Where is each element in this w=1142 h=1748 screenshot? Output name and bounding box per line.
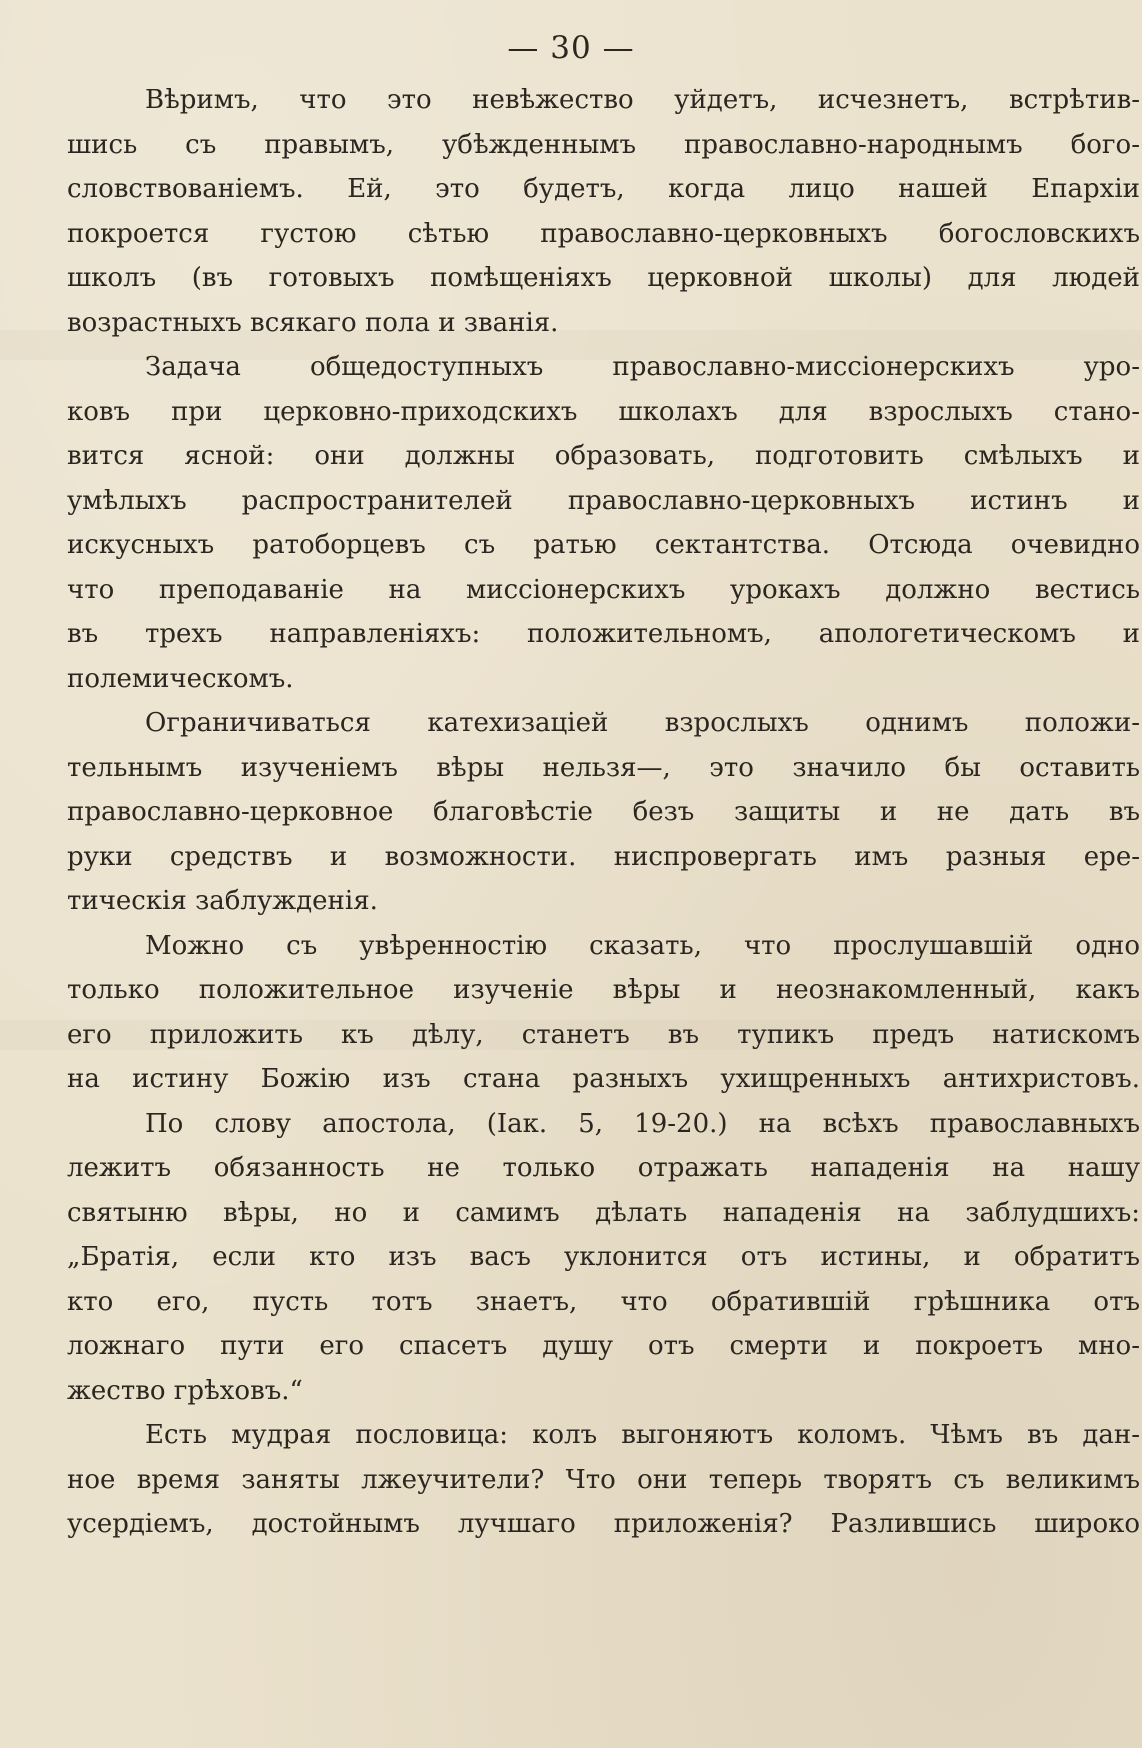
text-line: кто его, пусть тотъ знаетъ, что обратившій грѣшника отъ [67,1286,1140,1317]
page-number: — 30 — [507,30,635,66]
text-line: ное время заняты лжеучители? Что они теперь творятъ съ великимъ [67,1464,1140,1495]
text-line: шись съ правымъ, убѣжденнымъ православно-народнымъ бого- [67,129,1140,160]
text-line: ковъ при церковно-приходскихъ школахъ для взрослыхъ стано- [67,396,1140,427]
text-line: полемическомъ. [67,663,294,694]
text-line: тическія заблужденія. [67,886,378,916]
text-line: школъ (въ готовыхъ помѣщеніяхъ церковной школы) для людей [67,263,1140,293]
text-line: лежитъ обязанность не только отражать нападенія на нашу [67,1153,1140,1183]
text-line: усердіемъ, достойнымъ лучшаго приложенія? Разлившись широко [67,1509,1140,1539]
text-line: православно-церковное благовѣстіе безъ защиты и не дать въ [67,797,1140,827]
text-line: искусныхъ ратоборцевъ съ ратью сектантства. Отсюда очевидно [67,530,1140,560]
text-line: словствованіемъ. Ей, это будетъ, когда лицо нашей Епархіи [67,174,1140,204]
text-line: что преподаваніе на миссіонерскихъ урокахъ должно вестись [67,574,1140,605]
text-line: Задача общедоступныхъ православно-миссіонерскихъ уро- [145,352,1140,382]
text-line: Есть мудрая пословица: колъ выгоняютъ коломъ. Чѣмъ въ дан- [145,1420,1140,1450]
text-line: умѣлыхъ распространителей православно-церковныхъ истинъ и [67,485,1140,516]
text-line: вится ясной: они должны образовать, подготовить смѣлыхъ и [67,441,1140,471]
text-line: только положительное изученіе вѣры и неознакомленный, какъ [67,975,1140,1005]
text-line: жество грѣховъ.“ [67,1375,303,1406]
text-line: покроется густою сѣтью православно-церковныхъ богословскихъ [67,218,1140,249]
text-line: По слову апостола, (Іак. 5, 19-20.) на всѣхъ православныхъ [145,1108,1140,1139]
text-line: его приложить къ дѣлу, станетъ въ тупикъ предъ натискомъ [67,1019,1140,1050]
text-line: Можно съ увѣренностію сказать, что прослушавшій одно [145,930,1140,961]
text-line: въ трехъ направленіяхъ: положительномъ, апологетическомъ и [67,619,1140,649]
text-line: ложнаго пути его спасетъ душу отъ смерти и покроетъ мно- [67,1331,1140,1361]
text-line: руки средствъ и возможности. ниспровергать имъ разныя ере- [67,841,1140,872]
text-line: Вѣримъ, что это невѣжество уйдетъ, исчезнетъ, встрѣтив- [145,85,1140,115]
text-line: святыню вѣры, но и самимъ дѣлать нападенія на заблудшихъ: [67,1197,1140,1228]
body-text [67,78,1140,1547]
text-line: возрастныхъ всякаго пола и званія. [67,307,559,338]
text-line: тельнымъ изученіемъ вѣры нельзя—, это значило бы оставить [67,752,1140,783]
text-line: „Братія, если кто изъ васъ уклонится отъ истины, и обратитъ [67,1242,1140,1272]
text-line: на истину Божію изъ стана разныхъ ухищренныхъ антихристовъ. [67,1064,1140,1094]
text-line: Ограничиваться катехизаціей взрослыхъ однимъ положи- [145,708,1140,738]
